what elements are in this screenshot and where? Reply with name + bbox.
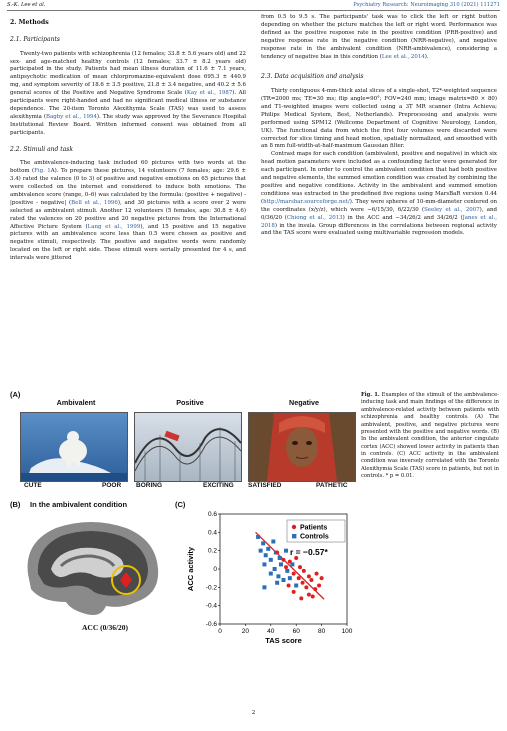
head-ambivalent: Ambivalent (56, 398, 96, 407)
legend-controls-marker (292, 534, 296, 538)
y-tick-label: -0.4 (205, 602, 217, 610)
patient-point (288, 560, 292, 564)
panel-a-letter: (A) (10, 390, 21, 399)
x-axis-label: TAS score (265, 636, 302, 645)
control-point (273, 567, 277, 571)
control-point (256, 535, 260, 539)
acc-label: ACC (0/36/20) (82, 623, 129, 632)
task-paragraph: from 0.5 to 9.5 s. The participants' task was to click the left or right button depending on whether the picture matches the left or right word. Performance was defined as the positive response rate in the positive condition (PRR-positive) and negative response rate in the negative condition (NRR-negative), and negative response rate in the ambivalent condition (NRR-ambivalence), considering a tendency of negative bias in this condition (Lee et al., 2014). (261, 14, 497, 60)
control-point (284, 549, 288, 553)
patient-point (320, 576, 324, 580)
control-point (269, 558, 273, 562)
header-rule (7, 10, 500, 11)
patient-point (307, 574, 311, 578)
patient-point (311, 595, 315, 599)
ref-fig1[interactable]: Fig. 1 (34, 168, 51, 175)
patient-point (313, 587, 317, 591)
patient-point (292, 590, 296, 594)
control-point (285, 569, 289, 573)
word-pathetic: PATHETIC (316, 482, 348, 489)
y-axis-label: ACC activity (186, 546, 195, 592)
figure-panel-b (10, 498, 180, 648)
section-stimuli-heading: 2.2. Stimuli and task (10, 145, 73, 153)
ref-bell[interactable]: Bell et al., 1996 (71, 199, 118, 206)
stimuli-paragraph: The ambivalence-inducing task included 60 pictures with two words at the bottom (Fig. 1A). To prepare these pictures, 14 volunteers (7 females; age: 29.6 ± 3.4) rated the valence (0 to 3) of positive and negative emotions on 65 pictures that were collected on the internet and considered to induce both emotions. The ambivalence score (range, 0–6) was calculated by the formula: (positive + negative) - |positive - negative| (Bell et al., 1996), and 30 pictures with a score over 2 were selected as ambivalent stimuli. Another 12 volunteers (5 females, age: 30.8 ± 4.6) rated the valences on 20 positive and 20 negative pictures from the International Affective Picture System (Lang et al., 1999), and 15 positive and 15 negative pictures with an ambivalence score less than 0.5 were chosen as positive and negative stimuli, respectively. The positive and negative words were randomly located on the left or right side. These stimuli were serially presented for 4 s, and intervals were jittered (10, 160, 246, 262)
patient-point (275, 551, 279, 555)
y-tick-label: 0 (213, 566, 217, 573)
x-tick-label: 100 (341, 628, 353, 635)
control-point (262, 585, 266, 589)
y-tick-label: -0.2 (205, 584, 217, 592)
running-head-authors: S.-K. Lee et al. (7, 2, 46, 8)
page-number: 2 (251, 710, 256, 716)
figure-panel-a (10, 390, 355, 500)
control-point (259, 549, 263, 553)
patient-point (302, 569, 306, 573)
patient-point (317, 584, 321, 588)
patient-point (292, 572, 296, 576)
roller-coaster-image (134, 412, 242, 482)
control-point (262, 562, 266, 566)
left-column (10, 14, 246, 263)
x-tick-label: 0 (218, 628, 222, 635)
patient-point (284, 565, 288, 569)
word-exciting: EXCITING (203, 482, 234, 489)
ref-lee[interactable]: Lee et al., 2014 (381, 53, 425, 60)
acquisition-paragraph: Thirty contiguous 4-mm-thick axial slices of a single-shot, T2*-weighted sequence (TR=2000 ms; TE=30 ms; flip angle=90°; FOV=240 mm; image matrix=80 × 80) and T1-weighted images were collected using a 3T MR scanner (Intra Achieva; Philips Medical System, Best, Netherlands). Preprocessing and analysis were performed using SPM12 (Wellcome Department of Cognitive Neurology, London, UK). The functional data from which the first four volumes were discarded were corrected for slice timing and head motion, spatially normalized, and smoothed with an 8 mm full-width-at-half-maximum Gaussian filter. (261, 88, 497, 150)
y-tick-label: 0.4 (207, 529, 217, 537)
section-data-heading: 2.3. Data acquisition and analysis (261, 73, 364, 81)
y-tick-label: -0.6 (205, 621, 217, 628)
panel-b-letter: (B) (10, 500, 21, 509)
figure-caption: Fig. 1. Examples of the stimuli of the ambivalence-inducing task and main findings of the difference in ambivalence-related activity between patients with schizophrenia and healthy controls. (A) The ambivalent, positive, and negative pictures were presented with the positive and negative words. (B) In the ambivalent condition, the anterior cingulate cortex (ACC) showed lower activity in patients than in controls. (C) ACC activity in the ambivalent condition was inversely correlated with the Toronto Alexithymia Scale (TAS) score in patients, but not in controls. * p = 0.01. (361, 392, 499, 480)
ref-chiong[interactable]: Chiong et al., 2013 (286, 214, 343, 221)
control-point (294, 584, 298, 588)
y-tick-label: 0.2 (207, 547, 217, 555)
word-satisfied: SATISFIED (248, 482, 282, 489)
control-point (264, 553, 268, 557)
panel-b-title: In the ambivalent condition (30, 500, 128, 509)
control-point (271, 540, 275, 544)
word-cute: CUTE (24, 482, 42, 489)
ref-bagby[interactable]: Bagby et al., 1994 (46, 113, 97, 120)
word-poor: POOR (102, 482, 122, 489)
section-participants-heading: 2.1. Participants (10, 35, 60, 43)
patient-point (297, 576, 301, 580)
patient-point (315, 572, 319, 576)
ref-lang[interactable]: Lang et al., 1999 (87, 223, 141, 230)
control-point (278, 556, 282, 560)
control-point (279, 562, 283, 566)
brain-sagittal-image (16, 514, 166, 624)
woman-portrait-image (248, 412, 356, 482)
control-point (275, 581, 279, 585)
marsbar-link[interactable]: http://marsbar.sourceforge.net/ (263, 198, 350, 205)
head-negative: Negative (289, 398, 319, 407)
patient-point (301, 581, 305, 585)
x-tick-label: 80 (317, 628, 326, 635)
control-point (266, 547, 270, 551)
control-point (276, 574, 280, 578)
correlation-annotation: r = −0.57* (290, 547, 328, 557)
y-tick-label: 0.6 (207, 511, 217, 518)
panel-c-letter: (C) (175, 500, 186, 509)
patient-point (307, 593, 311, 597)
right-column (261, 14, 497, 238)
figure-panel-c (175, 498, 375, 648)
patient-point (287, 584, 291, 588)
patient-point (298, 565, 302, 569)
head-positive: Positive (176, 398, 204, 407)
legend-patients-label: Patients (300, 524, 328, 532)
patient-point (282, 558, 286, 562)
x-tick-label: 20 (241, 628, 250, 635)
scatter-chart (175, 498, 375, 648)
control-point (288, 576, 292, 580)
x-tick-label: 60 (292, 628, 300, 635)
word-boring: BORING (136, 482, 162, 489)
polar-bear-image (20, 412, 128, 482)
ref-janes[interactable]: Janes et al., 2018 (261, 214, 497, 229)
running-head-journal[interactable]: Psychiatry Research: Neuroimaging 310 (2021) 111271 (353, 2, 500, 8)
control-point (261, 541, 265, 545)
ref-kay[interactable]: Kay et al., 1987 (186, 90, 233, 97)
x-tick-label: 40 (267, 628, 275, 635)
legend-patients-marker (292, 525, 296, 529)
control-point (282, 578, 286, 582)
participants-paragraph: Twenty-two patients with schizophrenia (12 females; 33.8 ± 5.6 years old) and 22 sex- and age-matched healthy controls (12 females; 33.7 ± 8.2 years old) participated in the study. Patients had mean illness duration of 11.6 ± 7.1 years, antipsychotic medication of mean chlorpromazine-equivalent dose 695.3 ± 440.9 mg, and symptom severity of 18.6 ± 3.5 positive, 21.8 ± 3.4 negative, and 40.2 ± 5.6 general scores of the Positive and Negative Syndrome Scale (Kay et al., 1987). All participants were right-handed and had no significant medical illness or substance dependence. The 20-item Toronto Alexithymia Scale (TAS) was used to assess alexithymia (Bagby et al., 1994). The study was approved by the Severance Hospital Institutional Review Board. Written informed consent was obtained from all participants. (10, 50, 247, 136)
analysis-paragraph: Contrast maps for each condition (ambivalent, positive and negative) in which six head motion parameters were included as a confounding factor were generated for each participant. In order to control the ambivalent condition that had both positive and negative elements, the summed emotion condition was created by combining the positive and negative conditions. Activity in the ambivalent and summed emotion conditions was extracted in the predefined five regions using MarsBaR version 0.44 (http://marsbar.sourceforge.net/). They were spheres of 10-mm-diameter centered on the coordinates (x/y/z), which were −6/15/30, 6/22/30 (Seeley et al., 2007), and 0/36/20 (Chiong et al., 2013) in the ACC and −34/26/2 and 34/26/2 (Janes et al., 2018) in the insula. Group differences in the correlations between regional activity and the TAS score were evaluated using multivariable regression models. (261, 151, 497, 237)
patient-point (299, 596, 303, 600)
patient-point (309, 578, 313, 582)
patient-point (304, 585, 308, 589)
control-point (269, 572, 273, 576)
legend-controls-label: Controls (300, 533, 329, 541)
ref-seeley[interactable]: Seeley et al., 2007 (424, 206, 480, 213)
section-methods-heading: 2. Methods (10, 19, 49, 26)
